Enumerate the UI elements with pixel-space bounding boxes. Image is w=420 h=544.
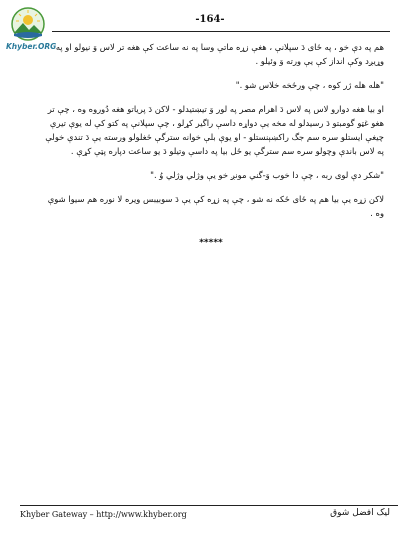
page-number: -164- (195, 14, 225, 25)
footer-author: ليک افضل شوق (330, 508, 390, 518)
footer-divider (20, 505, 398, 506)
footer-website: Khyber Gateway – http://www.khyber.org (20, 510, 187, 519)
paragraph-3: او بيا هغه دوارو لاس په لاس دَ اهرام مصر په لور وَ تيښتيدلو - لاکن دَ پرياتو هغه دُوروه وه ، چې تر هغو غټو گومبتو دَ رسيدلو له مخه يې دواړه داسې راگير کړلو ، چې سپلانې په کتو کې له يوې تيرې چيغې ايستلو سره سم جگ راکښېنستلو - او يوې بلې خوانه سترگې څغلولو ورسته يې دَ تندې خولې په لاس باندې وچولو سره سم سترگې يو ځل بيا په داسې وتيلو دَ يو ساعت دپاره پټې کړې . (45, 104, 384, 156)
paragraph-1: هم په دې خو ، په ځای دَ سپلانې ، هغې زړه ماتې وسا په نه ساعت کې هغه تر لاس وَ نيولو او په وړيږد وکې انداز کې يې ورته وَ وئيلو . (55, 42, 384, 66)
section-separator-stars: ***** (199, 238, 223, 248)
paragraph-5: لاکن زړه يې بيا هم په ځای ځکه نه شو ، چې په زړه کې يې دَ سوبيبس ويره لا نوره هم سيوا شوې وه . (47, 194, 384, 218)
logo-text: Khyber.ORG (6, 42, 57, 51)
paragraph-2-quote: "هله هله ژر کوه ، چې ورځخه خلاس شو ." (235, 80, 384, 90)
document-body (38, 40, 384, 250)
paragraph-4-quote: "شکر دې لوى ربه ، چې دا خوب وَ-گني مونږ خو يې وژلي وژلي وُ ." (150, 170, 384, 180)
header-divider (52, 31, 390, 32)
